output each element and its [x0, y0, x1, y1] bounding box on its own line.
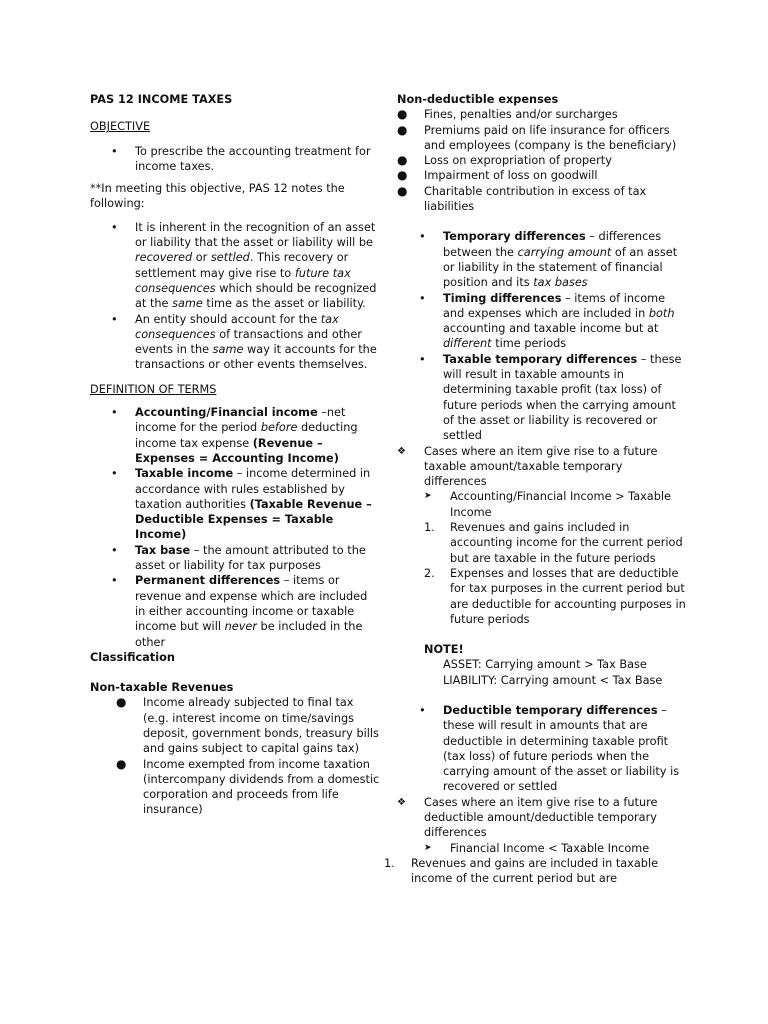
definitions-list: [90, 405, 380, 650]
definition-taxable-temporary-differences: • Taxable temporary differences – these will result in taxable amounts in determining taxable profit (tax loss) of future periods when the carrying amount of the asset or liability is recovered or settled: [419, 352, 682, 443]
list-item: ● Charitable contribution in excess of tax liabilities: [397, 183, 647, 214]
list-item: 1. Revenues and gains included in accounting income for the current period but are taxable in the future periods: [424, 521, 683, 565]
circle-bullet-icon: ●: [397, 153, 408, 168]
arrow-bullet-icon: ➤: [424, 491, 432, 502]
definition-timing-differences: • Timing differences – items of income and expenses which are included in both accounting and taxable income but at different time periods: [419, 291, 675, 351]
definition-permanent-differences: • Permanent differences – items or revenue and expense which are included in either accounting income or taxable income but will never be included in the other: [111, 574, 368, 649]
circle-bullet-icon: ●: [397, 183, 408, 198]
bullet-icon: •: [111, 312, 118, 326]
list-item: ● Impairment of loss on goodwill: [397, 168, 598, 183]
circle-bullet-icon: ●: [116, 756, 127, 771]
bullet-icon: •: [419, 703, 426, 717]
list-item: 2. Expenses and losses that are deductible for tax purposes in the current period but are deductible for accounting purposes in future periods: [424, 566, 686, 626]
list-item: ● Loss on expropriation of property: [397, 153, 612, 168]
list-item: • To prescribe the accounting treatment for income taxes.: [111, 144, 371, 173]
bullet-icon: •: [111, 543, 118, 557]
bullet-icon: •: [419, 352, 426, 366]
note-liability: LIABILITY: Carrying amount < Tax Base: [443, 673, 663, 687]
list-item: ❖ Cases where an item give rise to a future taxable amount/taxable temporary differences: [397, 444, 658, 489]
bullet-icon: •: [419, 291, 426, 305]
definition-deductible-temporary-differences: • Deductible temporary differences – these will result in amounts that are deductible in determining taxable profit (tax loss) of future periods when the carrying amount of the asset or liability is recovered or settled: [419, 703, 680, 794]
bullet-icon: •: [111, 574, 118, 588]
notes-list: [90, 220, 380, 373]
list-item: ❖ Cases where an item give rise to a future deductible amount/deductible temporary differences: [397, 795, 658, 840]
list-item: • It is inherent in the recognition of an asset or liability that the asset or liability will be recovered or settled. This recovery or settlement may give rise to future tax consequences which should be recognized at the same time as the asset or liability.: [111, 220, 377, 311]
case2-list: [397, 795, 687, 841]
differences-list: [397, 229, 687, 443]
bullet-icon: •: [419, 230, 426, 244]
case1-numbered-list: [397, 520, 687, 627]
circle-bullet-icon: ●: [116, 695, 127, 710]
case1-list: [397, 444, 687, 490]
arrow-bullet-icon: ➤: [424, 842, 432, 853]
list-item: ● Income exempted from income taxation (intercompany dividends from a domestic corporation and proceeds from life insurance): [116, 756, 380, 817]
right-column: [384, 92, 687, 887]
circle-bullet-icon: ●: [397, 168, 408, 183]
bullet-icon: •: [111, 144, 118, 158]
list-item: ➤ Financial Income < Taxable Income: [424, 841, 650, 855]
nontaxable-heading: Non-taxable Revenues: [90, 681, 234, 695]
circle-bullet-icon: ●: [397, 122, 408, 137]
note-asset: ASSET: Carrying amount > Tax Base: [443, 658, 647, 672]
list-item: 1. Revenues and gains are included in taxable income of the current period but are: [384, 856, 659, 886]
case2-arrow-list: [397, 841, 687, 856]
objective-heading: OBJECTIVE: [90, 120, 151, 134]
document-title: PAS 12 INCOME TAXES: [90, 93, 233, 106]
bullet-icon: •: [111, 220, 118, 234]
deductible-list: [397, 703, 687, 795]
list-item: ➤ Accounting/Financial Income > Taxable Income: [424, 490, 671, 519]
definition-accounting-income: • Accounting/Financial income –net income for the period before deducting income tax expense (Revenue – Expenses = Accounting Income): [111, 406, 358, 465]
case2-numbered-list: [384, 856, 687, 887]
list-item: ● Premiums paid on life insurance for officers and employees (company is the beneficiary): [397, 122, 677, 152]
circle-bullet-icon: ●: [397, 107, 408, 122]
list-item: ● Income already subjected to final tax (e.g. interest income on time/savings deposit, government bonds, treasury bills and gains subject to capital gains tax): [116, 695, 379, 756]
classification-heading: Classification: [90, 650, 175, 664]
definition-tax-base: • Tax base – the amount attributed to the asset or liability for tax purposes: [111, 543, 366, 573]
left-column: [90, 92, 380, 818]
definition-temporary-differences: • Temporary differences – differences between the carrying amount of an asset or liability in the statement of financial position and its tax bases: [419, 230, 678, 290]
note-label: NOTE!: [424, 643, 464, 657]
bullet-icon: •: [111, 467, 118, 481]
list-item: ● Fines, penalties and/or surcharges: [397, 107, 618, 122]
meeting-note: **In meeting this objective, PAS 12 notes the following:: [90, 182, 345, 211]
list-item: • An entity should account for the tax consequences of transactions and other events in the same way it accounts for the transactions or other events themselves.: [111, 312, 377, 372]
nondeductible-list: [397, 107, 687, 214]
nontaxable-list: [90, 695, 380, 817]
case1-arrow-list: [397, 489, 687, 520]
note-box: [397, 642, 687, 657]
diamond-bullet-icon: ❖: [397, 796, 406, 808]
nondeductible-heading: Non-deductible expenses: [397, 93, 559, 106]
diamond-bullet-icon: ❖: [397, 445, 406, 457]
bullet-icon: •: [111, 406, 118, 420]
definition-heading: DEFINITION OF TERMS: [90, 382, 217, 396]
objective-list: [90, 144, 380, 175]
definition-taxable-income: • Taxable income – income determined in accordance with rules established by taxation authorities (Taxable Revenue – Deductible Expenses = Taxable Income): [111, 467, 372, 542]
note-body: [397, 657, 687, 688]
